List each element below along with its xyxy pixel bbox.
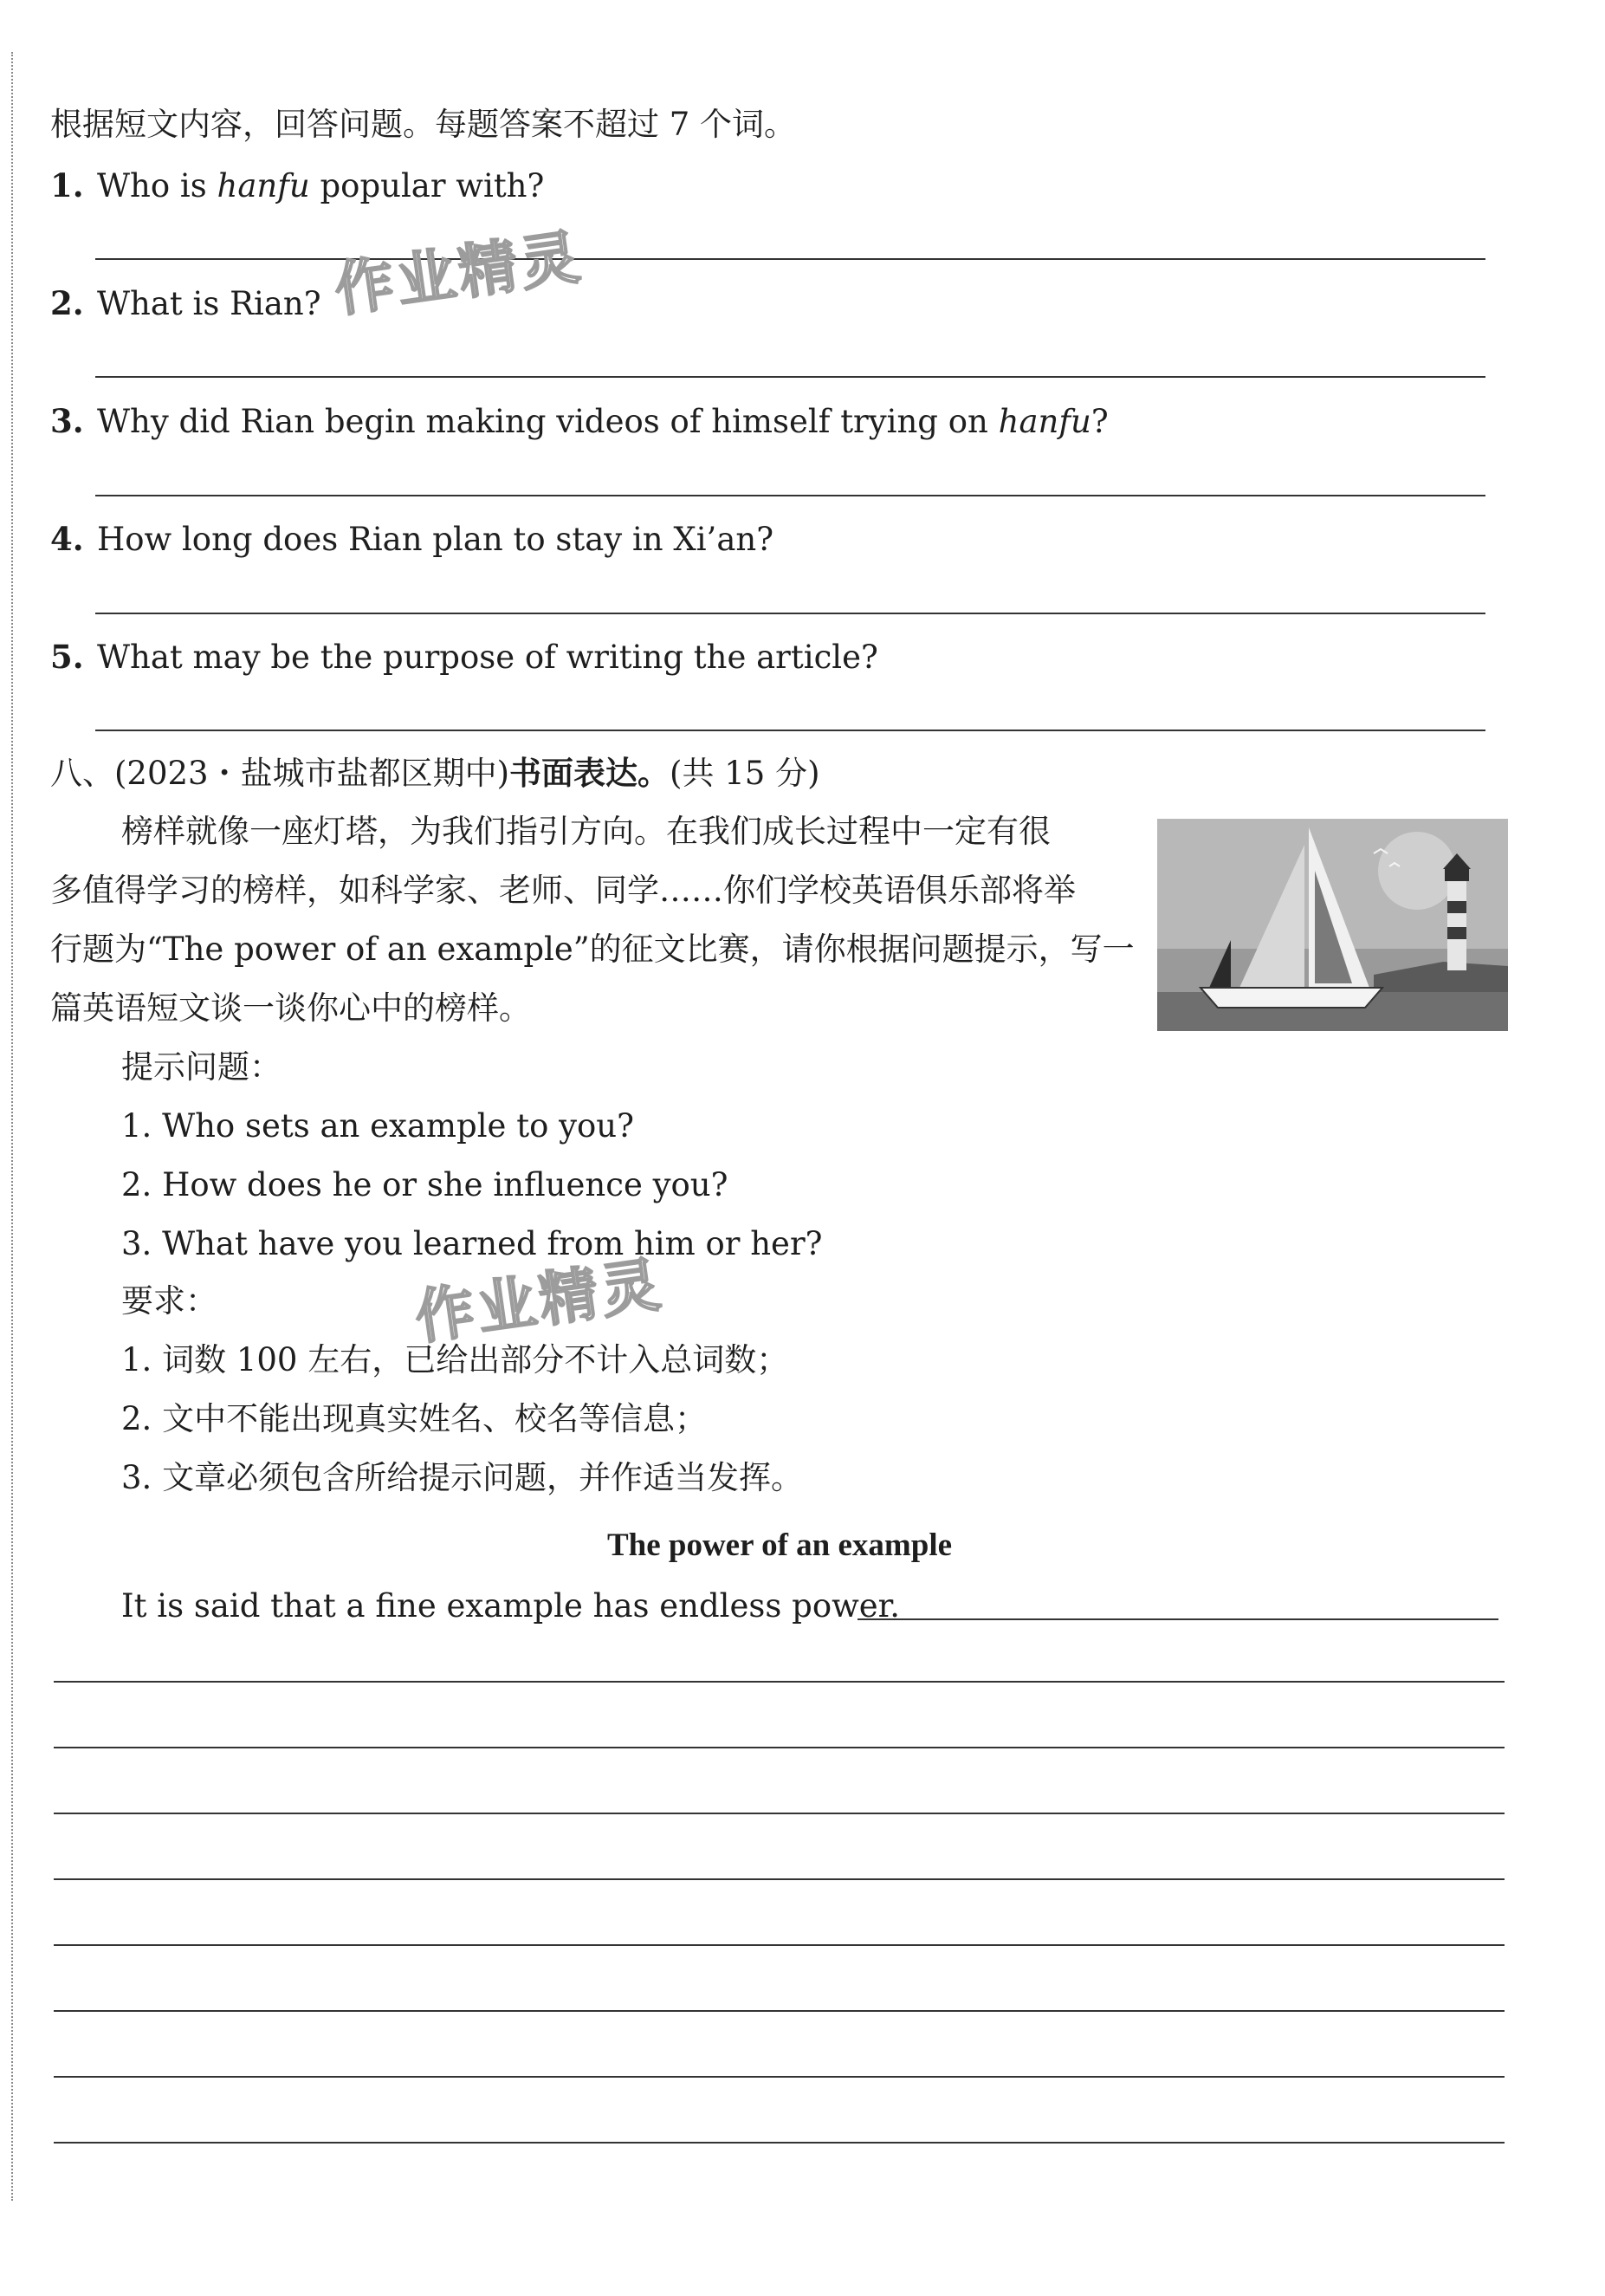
section-heading-bold: 书面表达。 [509,754,670,792]
answer-line-3[interactable] [95,495,1485,496]
question-text: What is Rian? [97,285,321,322]
question-italic: hanfu [217,167,310,204]
essay-writing-line-first[interactable] [858,1618,1498,1620]
prompt-paragraph-line: 榜样就像一座灯塔，为我们指引方向。在我们成长过程中一定有很 [121,813,1051,850]
question-number: 5. [50,638,84,676]
essay-writing-line[interactable] [54,1944,1505,1946]
answer-line-1[interactable] [95,258,1485,260]
question-italic: hanfu [998,403,1091,440]
section-heading-prefix: 八、(2023・盐城市盐都区期中) [50,755,510,792]
question-number: 3. [50,402,84,440]
question-text: Why did Rian begin making videos of himself trying on [97,403,999,440]
question-number: 4. [50,520,84,558]
section-8-heading [50,752,820,795]
essay-title: The power of an example [606,1527,953,1563]
prompt-paragraph-line: 篇英语短文谈一谈你心中的榜样。 [50,989,531,1027]
essay-writing-line[interactable] [54,1681,1505,1683]
question-text: How long does Rian plan to stay in Xi’an? [97,521,774,558]
question-text-end: ? [1090,403,1109,440]
lighthouse-sailboat-image [1157,819,1508,1031]
answer-line-5[interactable] [95,730,1485,731]
question-number: 2. [50,284,84,322]
question-text-end: popular with? [309,167,545,204]
question-text: Who is [97,167,217,204]
essay-writing-line[interactable] [54,1878,1505,1880]
requirement-item: 3. 文章必须包含所给提示问题，并作适当发挥。 [121,1459,804,1496]
question-3 [50,400,1109,443]
essay-writing-line[interactable] [54,2142,1505,2144]
question-5 [50,636,878,678]
essay-writing-line[interactable] [54,1813,1505,1814]
essay-start-sentence: It is said that a fine example has endless power. [121,1587,901,1625]
essay-writing-line[interactable] [54,2076,1505,2078]
question-number: 1. [50,166,84,204]
watermark: 作业精灵 [330,223,587,326]
requirement-item: 2. 文中不能出现真实姓名、校名等信息； [121,1400,708,1437]
instruction-text: 根据短文内容，回答问题。每题答案不超过 7 个词。 [50,106,797,143]
essay-writing-line[interactable] [54,1747,1505,1748]
question-text: What may be the purpose of writing the article? [97,639,878,676]
question-1 [50,165,544,207]
prompt-paragraph-line: 行题为“The power of an example”的征文比赛，请你根据问题提示，写一 [50,931,1135,968]
prompt-question: 2. How does he or she influence you? [121,1166,728,1203]
question-4 [50,518,773,561]
prompt-question: 1. Who sets an example to you? [121,1107,634,1145]
section-heading-suffix: (共 15 分) [670,755,820,792]
question-2 [50,282,321,325]
answer-line-4[interactable] [95,613,1485,614]
requirement-label: 要求： [121,1282,217,1320]
prompt-label: 提示问题： [121,1048,282,1086]
prompt-question: 3. What have you learned from him or her? [121,1225,823,1262]
answer-line-2[interactable] [95,376,1485,378]
essay-writing-line[interactable] [54,2010,1505,2012]
requirement-item: 1. 词数 100 左右，已给出部分不计入总词数； [121,1341,789,1378]
margin-dotted-rule [11,52,13,2201]
prompt-paragraph-line: 多值得学习的榜样，如科学家、老师、同学……你们学校英语俱乐部将举 [50,872,1076,909]
watermark: 作业精灵 [411,1250,668,1353]
